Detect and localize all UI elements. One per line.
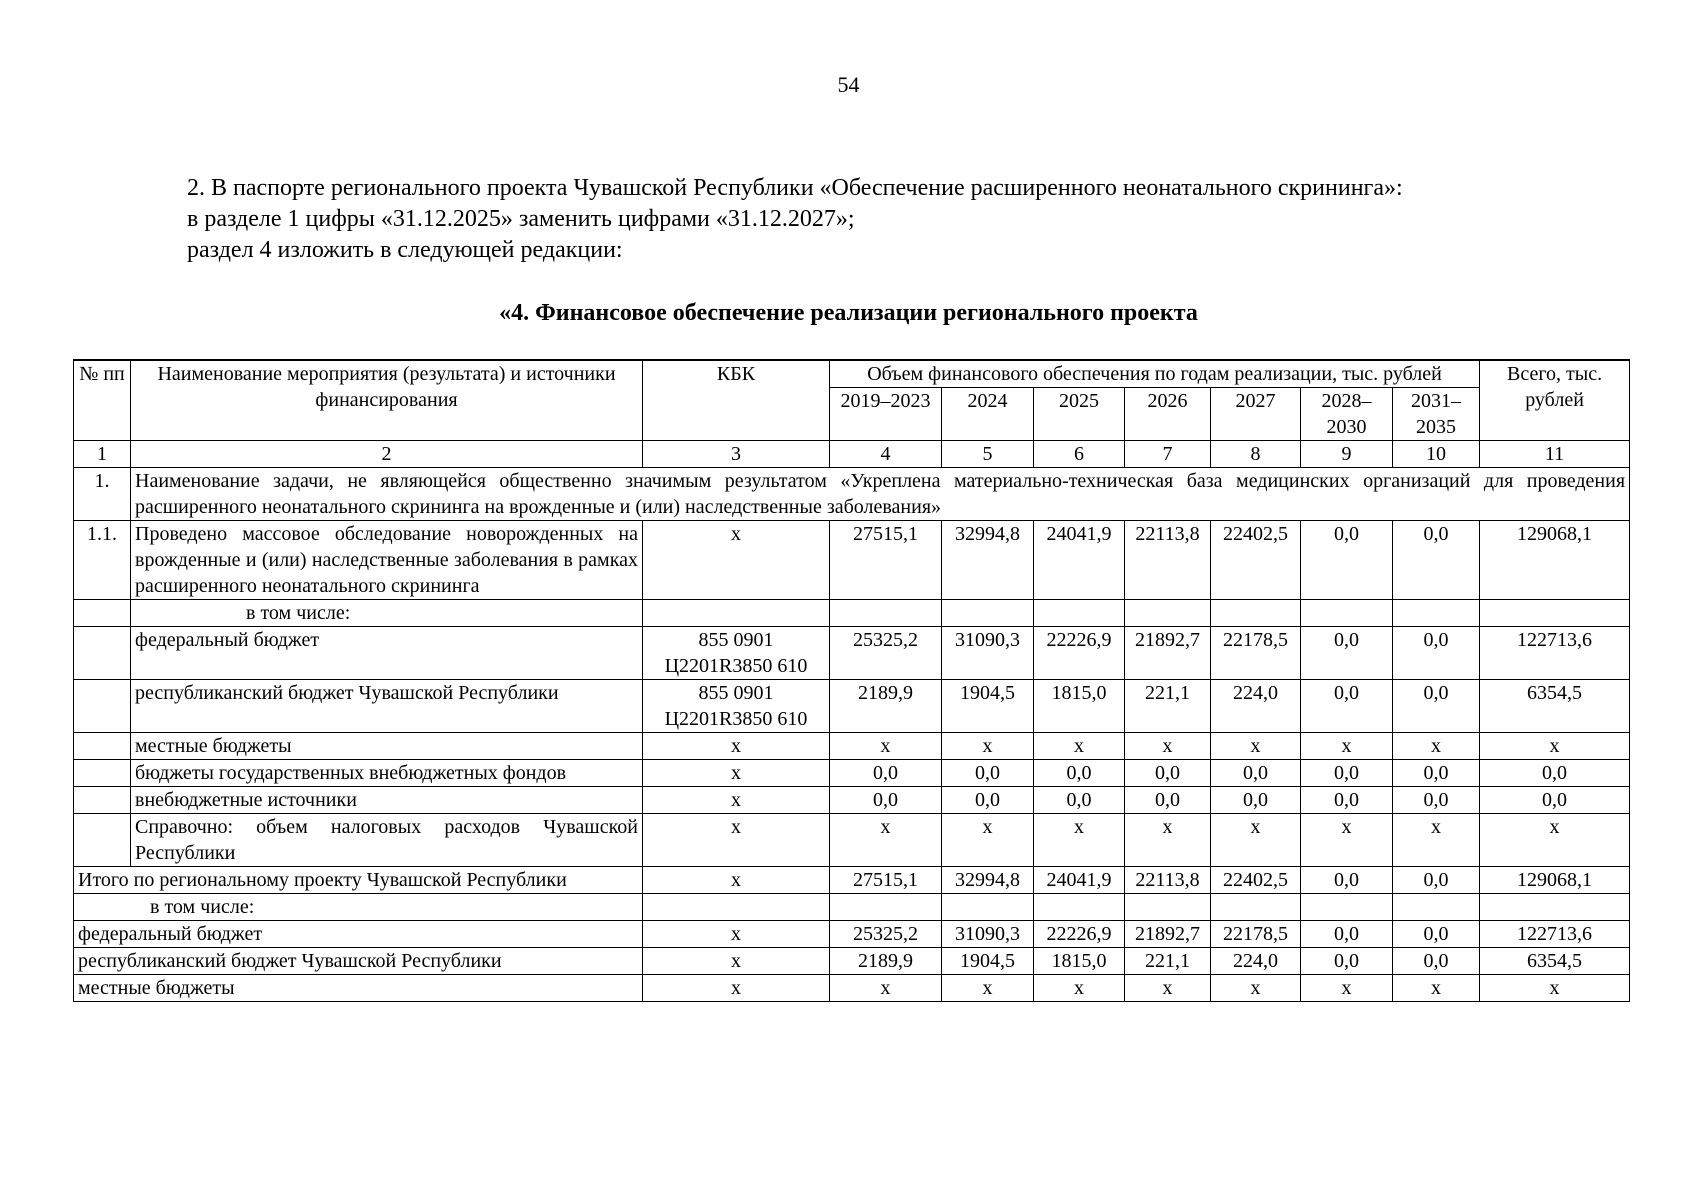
empty-cell	[1480, 894, 1630, 921]
empty-cell	[942, 600, 1034, 627]
row-year-value: 2189,9	[830, 680, 942, 733]
row-year-value: 0,0	[1301, 680, 1393, 733]
empty-cell	[1301, 600, 1393, 627]
row-num	[74, 787, 131, 814]
total-source-row	[74, 948, 1630, 975]
column-number: 2	[131, 441, 643, 468]
intro-line-1: 2. В паспорте регионального проекта Чувашской Республики «Обеспечение расширенного неонатального скрининга»:	[187, 175, 1403, 201]
row-total-value: х	[1480, 975, 1630, 1002]
row-year-value: 224,0	[1211, 948, 1301, 975]
row-year-value: 24041,9	[1034, 867, 1125, 894]
task-num: 1.	[74, 468, 131, 521]
row-year-value: 22402,5	[1211, 867, 1301, 894]
page-number: 54	[837, 72, 860, 97]
total-row	[74, 867, 1630, 894]
row-year-value: 25325,2	[830, 627, 942, 680]
row-num	[74, 760, 131, 787]
row-year-value: 0,0	[1301, 867, 1393, 894]
column-number: 1	[74, 441, 131, 468]
row-year-value: х	[1125, 733, 1211, 760]
row-year-value: 0,0	[1034, 787, 1125, 814]
row-year-value: 24041,9	[1034, 521, 1125, 600]
row-year-value: 27515,1	[830, 521, 942, 600]
row-year-value: х	[1393, 814, 1480, 867]
row-year-value: х	[1301, 733, 1393, 760]
empty-cell	[1393, 600, 1480, 627]
row-kbk: х	[643, 787, 830, 814]
row-kbk	[643, 600, 830, 627]
row-name: внебюджетные источники	[131, 787, 643, 814]
row-name: республиканский бюджет Чувашской Республики	[74, 948, 643, 975]
row-year-value: 0,0	[1301, 948, 1393, 975]
row-year-value: 221,1	[1125, 680, 1211, 733]
row-year-value: х	[1125, 975, 1211, 1002]
row-year-value: х	[1034, 975, 1125, 1002]
row-label: в том числе:	[131, 600, 643, 627]
source-row	[74, 760, 1630, 787]
row-year-value: х	[1301, 814, 1393, 867]
row-year-value: 1904,5	[942, 680, 1034, 733]
row-year-value: 0,0	[1301, 521, 1393, 600]
row-name: бюджеты государственных внебюджетных фондов	[131, 760, 643, 787]
row-year-value: 0,0	[1125, 760, 1211, 787]
header-volume: Объем финансового обеспечения по годам реализации, тыс. рублей	[830, 360, 1480, 388]
row-total-value: 0,0	[1480, 760, 1630, 787]
row-year-value: 31090,3	[942, 921, 1034, 948]
column-number: 7	[1125, 441, 1211, 468]
source-row	[74, 680, 1630, 733]
source-row	[74, 787, 1630, 814]
header-year: 2027	[1211, 388, 1301, 441]
row-year-value: х	[1211, 814, 1301, 867]
row-year-value: х	[1034, 733, 1125, 760]
row-kbk: х	[643, 814, 830, 867]
row-kbk	[643, 894, 830, 921]
row-year-value: 0,0	[942, 787, 1034, 814]
column-number: 4	[830, 441, 942, 468]
row-total-value: 6354,5	[1480, 680, 1630, 733]
row-year-value: 21892,7	[1125, 627, 1211, 680]
row-year-value: 1815,0	[1034, 680, 1125, 733]
row-name: федеральный бюджет	[131, 627, 643, 680]
row-label: в том числе:	[74, 894, 643, 921]
row-year-value: 0,0	[1211, 760, 1301, 787]
row-kbk: х	[643, 521, 830, 600]
row-year-value: 0,0	[830, 760, 942, 787]
row-year-value: 22226,9	[1034, 627, 1125, 680]
column-number: 3	[643, 441, 830, 468]
row-year-value: 32994,8	[942, 521, 1034, 600]
empty-cell	[1301, 894, 1393, 921]
row-kbk: х	[643, 975, 830, 1002]
row-year-value: х	[830, 733, 942, 760]
column-number: 9	[1301, 441, 1393, 468]
row-total-value: 129068,1	[1480, 521, 1630, 600]
row-year-value: х	[830, 814, 942, 867]
row-total-value: 122713,6	[1480, 921, 1630, 948]
source-row	[74, 733, 1630, 760]
row-year-value: х	[1125, 814, 1211, 867]
header-year: 2019–2023	[830, 388, 942, 441]
row-kbk: х	[643, 867, 830, 894]
row-name: местные бюджеты	[131, 733, 643, 760]
row-name: Итого по региональному проекту Чувашской Республики	[74, 867, 643, 894]
header-year: 2026	[1125, 388, 1211, 441]
row-total-value: 122713,6	[1480, 627, 1630, 680]
header-row	[74, 360, 1630, 388]
row-year-value: 224,0	[1211, 680, 1301, 733]
total-including-row	[74, 894, 1630, 921]
row-year-value: 1815,0	[1034, 948, 1125, 975]
header-year: 2025	[1034, 388, 1125, 441]
empty-cell	[830, 600, 942, 627]
empty-cell	[1480, 600, 1630, 627]
row-year-value: 0,0	[1301, 921, 1393, 948]
row-year-value: х	[1034, 814, 1125, 867]
column-number: 8	[1211, 441, 1301, 468]
financing-table	[73, 359, 1630, 1002]
row-kbk: 855 0901 Ц2201R3850 610	[643, 627, 830, 680]
row-year-value: 27515,1	[830, 867, 942, 894]
row-year-value: 0,0	[1393, 521, 1480, 600]
row-year-value: 0,0	[1393, 627, 1480, 680]
empty-cell	[942, 894, 1034, 921]
empty-cell	[1211, 894, 1301, 921]
row-year-value: 0,0	[1393, 787, 1480, 814]
row-num	[74, 733, 131, 760]
row-year-value: 21892,7	[1125, 921, 1211, 948]
row-year-value: х	[1211, 975, 1301, 1002]
column-number: 6	[1034, 441, 1125, 468]
empty-cell	[1125, 894, 1211, 921]
row-year-value: х	[1393, 975, 1480, 1002]
row-kbk: х	[643, 921, 830, 948]
empty-cell	[1125, 600, 1211, 627]
column-numbers-row	[74, 441, 1630, 468]
header-num: № пп	[74, 360, 131, 441]
row-year-value: х	[1301, 975, 1393, 1002]
row-num	[74, 680, 131, 733]
row-name: республиканский бюджет Чувашской Республики	[131, 680, 643, 733]
row-year-value: 0,0	[1393, 760, 1480, 787]
row-year-value: 0,0	[830, 787, 942, 814]
empty-cell	[1034, 894, 1125, 921]
header-year: 2024	[942, 388, 1034, 441]
row-year-value: 32994,8	[942, 867, 1034, 894]
row-year-value: 0,0	[1211, 787, 1301, 814]
intro-line-3: раздел 4 изложить в следующей редакции:	[187, 237, 623, 263]
row-year-value: 22402,5	[1211, 521, 1301, 600]
row-total-value: х	[1480, 814, 1630, 867]
row-year-value: 2189,9	[830, 948, 942, 975]
empty-cell	[1034, 600, 1125, 627]
row-year-value: х	[942, 814, 1034, 867]
source-row	[74, 627, 1630, 680]
row-num	[74, 814, 131, 867]
row-year-value: 0,0	[942, 760, 1034, 787]
header-total: Всего, тыс. рублей	[1480, 360, 1630, 441]
empty-cell	[1211, 600, 1301, 627]
row-year-value: х	[1393, 733, 1480, 760]
total-source-row	[74, 975, 1630, 1002]
row-name: Справочно: объем налоговых расходов Чувашской Республики	[131, 814, 643, 867]
row-year-value: 25325,2	[830, 921, 942, 948]
row-year-value: х	[1211, 733, 1301, 760]
row-year-value: 0,0	[1393, 921, 1480, 948]
row-year-value: 0,0	[1125, 787, 1211, 814]
empty-cell	[830, 894, 942, 921]
row-year-value: х	[830, 975, 942, 1002]
including-row	[74, 600, 1630, 627]
intro-text	[187, 173, 1587, 266]
column-number: 10	[1393, 441, 1480, 468]
source-row	[74, 814, 1630, 867]
row-year-value: 0,0	[1393, 680, 1480, 733]
row-year-value: 0,0	[1393, 948, 1480, 975]
row-num: 1.1.	[74, 521, 131, 600]
row-kbk: х	[643, 760, 830, 787]
row-year-value: 22113,8	[1125, 521, 1211, 600]
row-year-value: 22178,5	[1211, 627, 1301, 680]
row-name: местные бюджеты	[74, 975, 643, 1002]
row-year-value: 22113,8	[1125, 867, 1211, 894]
row-year-value: 22178,5	[1211, 921, 1301, 948]
task-row	[74, 468, 1630, 521]
row-year-value: 0,0	[1034, 760, 1125, 787]
row-year-value: 22226,9	[1034, 921, 1125, 948]
row-year-value: х	[942, 733, 1034, 760]
intro-line-2: в разделе 1 цифры «31.12.2025» заменить цифрами «31.12.2027»;	[187, 206, 855, 232]
section-title: «4. Финансовое обеспечение реализации регионального проекта	[499, 300, 1198, 326]
row-year-value: 0,0	[1301, 760, 1393, 787]
row-num	[74, 600, 131, 627]
row-kbk: х	[643, 733, 830, 760]
row-kbk: 855 0901 Ц2201R3850 610	[643, 680, 830, 733]
row-kbk: х	[643, 948, 830, 975]
row-total-value: 0,0	[1480, 787, 1630, 814]
row-year-value: х	[942, 975, 1034, 1002]
row-name: федеральный бюджет	[74, 921, 643, 948]
row-year-value: 0,0	[1301, 627, 1393, 680]
empty-cell	[1393, 894, 1480, 921]
result-row	[74, 521, 1630, 600]
row-total-value: 129068,1	[1480, 867, 1630, 894]
header-year: 2031–2035	[1393, 388, 1480, 441]
row-total-value: х	[1480, 733, 1630, 760]
row-name: Проведено массовое обследование новорожденных на врожденные и (или) наследственные заболевания в рамках расширенного неонатального скрининга	[131, 521, 643, 600]
row-year-value: 1904,5	[942, 948, 1034, 975]
header-year: 2028–2030	[1301, 388, 1393, 441]
row-year-value: 31090,3	[942, 627, 1034, 680]
row-year-value: 0,0	[1301, 787, 1393, 814]
row-year-value: 0,0	[1393, 867, 1480, 894]
header-kbk: КБК	[643, 360, 830, 441]
column-number: 5	[942, 441, 1034, 468]
column-number: 11	[1480, 441, 1630, 468]
row-year-value: 221,1	[1125, 948, 1211, 975]
header-name: Наименование мероприятия (результата) и источники финансирования	[131, 360, 643, 441]
task-text: Наименование задачи, не являющейся общественно значимым результатом «Укреплена материально-техническая база медицинских организаций для проведения расширенного неонатального скрининга на врожденные и (или) наследственные заболевания»	[131, 468, 1630, 521]
row-total-value: 6354,5	[1480, 948, 1630, 975]
total-source-row	[74, 921, 1630, 948]
row-num	[74, 627, 131, 680]
